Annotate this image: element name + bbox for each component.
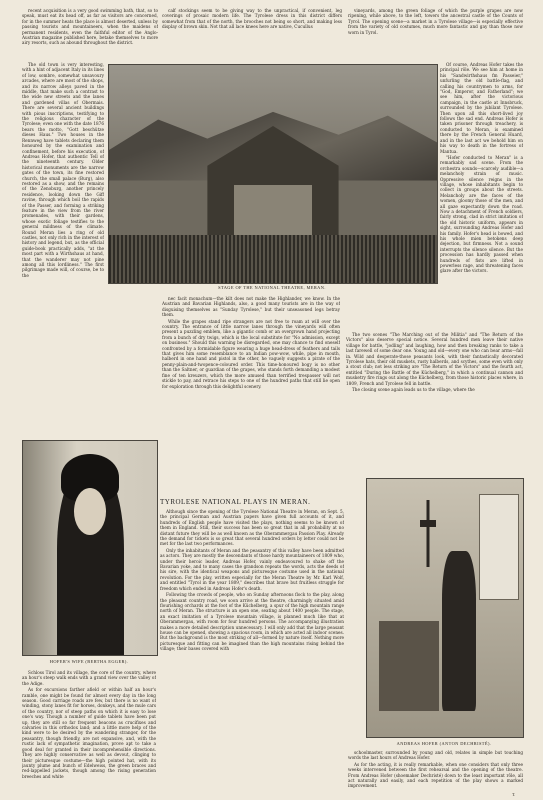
paragraph: calf stockings seem to be giving way to the unpractical, if convenient, leg coverings of prosaic modern life. The Tyrolese dress in this district differs somewhat from that of the north, the brooches not being so short, and making less display of brown skin. Not that all lace knees here are native, Cucullus <box>162 8 342 30</box>
signature: T. <box>512 792 516 797</box>
paragraph: Schloss Tirol and its village, the core of the country, where an hour's steep walk ends with a grand view over the valley of the Adige. <box>22 670 156 686</box>
paragraph: Although since the opening of the Tyrolese National Theatre in Meran, on Sept. 5, the principal German and Austrian papers have given full accounts of it, and hundreds of English people have visited the plays, nothing seems to be known of them in England. Still, their success has been so great that in all probability at no distant future they will be as well known as the Oberammergau Passion Play. Already the demand for tickets is so great that several hundred orders by letter could not be met for the last two performances. <box>160 509 344 547</box>
text-column-middle-band <box>162 296 340 492</box>
paragraph: vineyards, among the green foliage of which the purple grapes are now ripening, while above, to the left, towers the ancestral castle of the Counts of Tyrol. The opening scene—a market in a Tyrolese village—is especially effective from the variety of old costumes, much more fantastic and gay than those now worn in Tyrol. <box>348 8 523 35</box>
hofers-wife-portrait <box>22 440 158 656</box>
paragraph: The old town is very interesting, with a hint of adjacent Italy in its lines of low, sombre, somewhat unsavoury arcades, where are most of the shops, and its narrow alleys paved in the middle, that make such a contrast to the wide new streets and the lanes and gardened villas of Obermais. There are several ancient buildings with pious inscriptions, testifying to the religious character of the Tyrolese; even one with the date 1876 bears the motto, "Gott beschütze dieses Haus." Two houses in the Rennweg have tablets declaring them honoured by the examination and confinement, before his execution, of Andreas Hofer, that authentic Tell of the nineteenth century. Older historical monuments are the narrow gates of the town, its fine restored church, the small palace (Burg), also restored as a show, and the remains of the Zenoburg, another princely residence, looking down the Giff ravine, through which boil the rapids of the Passer, and forming a striking feature in the view from the river promenades, with their gardens, whose exotic foliage testifies to the general mildness of the climate. Round Meran lies a ring of old castles, not only rich in the interest of history and legend, but, as the official guide-book practically adds, "at the most part with a Wirthshaus at hand, that the wanderer may not pine among all this lordliness." The first pilgrimage made will, of course, be to the <box>22 62 104 278</box>
wife-caption: HOFER'S WIFE (BERTHA EGGER). <box>49 659 129 664</box>
paragraph: "Hofer conducted to Meran" is a remarkably sad scene. From the orchestra sounds—scarcely audible—a melancholy strain of music. Oppressive silence reigns in the village, whose inhabitants begin to collect in groups about the streets. Melancholy are the faces of the women, gloomy those of the men, and all gaze expectantly down the road. Now a detachment of French soldiers, fairly strong, clad in strict imitation of the old historic uniform, appears in sight, surrounding Andreas Hofer and his family. Hofer's head is bowed, and his whole mien betokens deep dejection, but firmness. Not a sound interrupts the silence silence. But the procession has hardly passed when hundreds of fists are lifted in powerless rage, and threatening faces glare after the victors. <box>440 154 523 274</box>
hofer-caption: ANDREAS HOFER (ANTON DECHRISTÉ). <box>396 741 492 746</box>
text-column-bottom-right <box>348 750 523 792</box>
paragraph: As for excursions farther afield or within half an hour's ramble, one might be found for almost every day in the long season. Good carriage roads are few, but there is no want of winding, stony lanes fit for horses, donkeys, and the mule cars of the country, nor of steep paths on which it is easy to lose one's way. Though a number of guide tablets have been put up, they are still so far frequent beacons as crucifixes and calvaries in this orthodox land; and a little more help of the kind were to be desired by the wandering stranger, for the peasantry, though friendly, are not expansive, and, with the rustic lack of sympathetic imagination, prove apt to take a good deal for granted in their incomprehensible directions. They are highly conservative as well as devout, clinging to their picturesque costume—the high pointed hat, with its jaunty plume and bunch of Edelweiss, the green braces and red-lappelled jackets, though among the rising generation breeches and white <box>22 687 156 779</box>
andreas-hofer-image <box>366 478 524 738</box>
text-column-right-band <box>346 332 523 474</box>
article-heading: TYROLESE NATIONAL PLAYS IN MERAN. <box>160 498 311 506</box>
text-column-middle-top <box>162 8 342 62</box>
paragraph: nec facit monachum—the kilt does not make the Highlander, we know. In the Austrian and Bavarian Highlands, also, a good many tourists are in the way of disguising themselves as "Sunday Tyrolese," but their unseasoned legs betray them. <box>162 296 340 318</box>
paragraph: While the grapes stand ripe strangers are not free to roam at will over the country. The entrance of little narrow lanes through the vineyards will often present a puzzling emblem, like a gigantic comb or an overgrown hand projecting from a bunch of dry twigs, which is the local substitute for "No admission, except on business." Should this warning be disregarded, one may chance to find oneself confronted by a formidable figure wearing a huge head-dress of feathers and tails that gives him some resemblance to an Indian pow-wow, while, pipe in mouth, halberd in one hand and pistol in the other, he vaguely suggests a pirate of the penny-plain-and-twopence-coloured order. This time-honoured bogy is no other than the Saltner, or guardian of the grapes, who stands forth demanding a modest fine of ten kreuzers, which the more amused than terrified trespasser will not stickle to pay, and retrace his steps to one of the hundred paths that still lie open for exploration through this delightful scenery. <box>162 318 340 389</box>
text-column-left-top <box>22 8 158 62</box>
text-column-bottom-left <box>22 670 156 796</box>
text-column-left-narrow <box>22 62 104 322</box>
paragraph: The closing scene again leads us to the village, where the <box>352 387 475 393</box>
paragraph: Only the inhabitants of Meran and the peasantry of this valley have been admitted as actors. They are mostly the descendants of those hardy mountaineers of 1809 who, under their heroic leader, Andreas Hofer, vainly endeavoured to shake off the Bavarian yoke, and to many cases the grandson repeats the words, acts the deeds of his sire, with the identical weapons and picturesque costume used in the national revolution. For the play, written especially for the Meran Theatre by Mr. Karl Wolf, and entitled "Tyrol in the year 1809," describes that brave but fruitless struggle for freedom which ended in Andreas Hofer's death. <box>160 547 344 591</box>
paragraph: schoolmaster, surrounded by young and old, relates in simple but touching words the last hours of Andreas Hofer. <box>348 750 523 761</box>
theatre-caption: STAGE OF THE NATIONAL THEATRE, MERAN. <box>218 285 326 290</box>
text-column-right-top <box>348 8 523 62</box>
paragraph: The two scenes "The Marching out of the Militia" and "The Return of the Victors" also deserve special notice. Several hundred men leave their native village for battle, "jodling" and laughing, how and then breaking ranks to take a last farewell of some dear one. Young and old—every one who can bear arms—fall in. Wild and desperate-those peasants look, with their fantastically decorated Tyrolese hats, their old muskets, rusty halberds, and scythes, some even with only a stout club; not less striking are "The Return of the Victors" and the fourth act, entitled "During the Battle of the Küchelberg," in which a continual cannon and musketry fire rings out along the Küchelberg, from those historic places where, in 1809, French and Tyrolese fell in battle. <box>346 332 523 386</box>
text-column-play <box>160 509 344 793</box>
paragraph: As for the acting, it is really remarkable, when one considers that only three weeks intervened between the first rehearsal and the opening of the theatre. From Andreas Hofer (shoemaker Dechristé) down to the least important rôle, all act naturally and easily, and each repetition of the play shows a marked improvement. <box>348 761 523 789</box>
theatre-stage-image <box>108 64 438 284</box>
paragraph: recent acquisition is a very good swimming bath, that, so to speak, must eat its head off, as far as visitors are concerned, for in the summer heats the place is almost deserted, unless by passing tourists and mountaineers, when the maidens of permanent residents, even the faithful editor of the Anglo-Austrian magazine published here, betake themselves to more airy resorts, such as abound throughout the district. <box>22 8 158 46</box>
paragraph: Following the crowds of people, who on Sunday afternoons flock to the play, along the pleasant country road, we soon arrive at the theatre, charmingly situated amid flourishing orchards at the foot of the Küchelberg, a spur of the high mountain range north of Meran. The structure is an open one, seating about 1400 people. The stage, an exact imitation of a Tyrolese mountain village, is planned much like that at Oberammergau, with room for four hundred persons. The accompanying illustration makes a more detailed description unnecessary. I will only add that the large peasant house can be opened, showing a spacious room, in which are acted all indoor scenes. But the background is the most striking of all—formed by nature itself. Nothing more picturesque and fitting can be imagined than the high mountains rising behind the village; their bases covered with <box>160 592 344 652</box>
paragraph: Of course, Andreas Hofer takes the principal rôle. We see him at home in his "Sandwirthshaus fm Passeier," unfurling the old battle-flag, and calling his countrymen to arms, for "God, Emperor, and Fatherland"; we see him, after the victorious campaign, in the castle at Innsbruck, surrounded by the jubilant Tyrolese. Then upon all this short-lived joy follows the sad end. Andreas Hofer is taken prisoner through treachery, is conducted to Meran, is examined there by the French General Huard, and in the last act we behold him on his way to death in the fortress of Mantua. <box>440 62 523 154</box>
text-column-right-narrow <box>440 62 523 330</box>
